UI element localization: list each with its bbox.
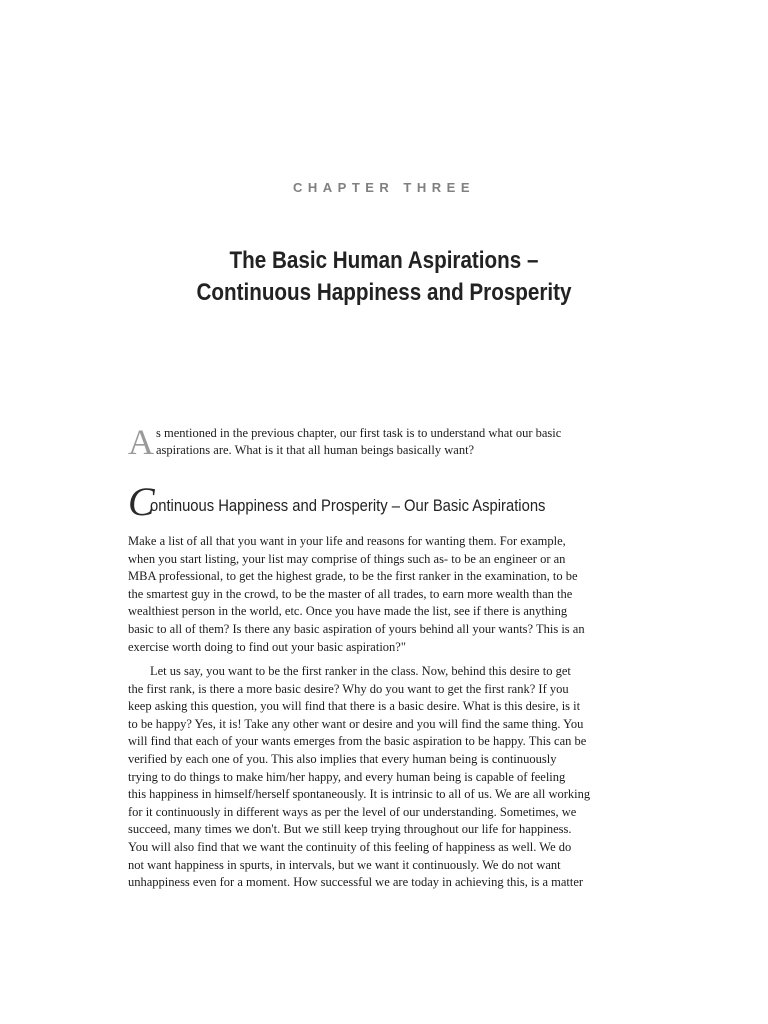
text-line: Let us say, you want to be the first ranker in the class. Now, behind this desire to get xyxy=(150,664,571,678)
chapter-title-line-2: Continuous Happiness and Prosperity xyxy=(196,279,572,306)
text-line: when you start listing, your list may comprise of things such as- to be an engineer or an xyxy=(128,551,566,566)
text-line: wealthiest person in the world, etc. Once you have made the list, see if there is anything xyxy=(128,604,568,619)
intro-line: aspirations are. What is it that all human beings basically want? xyxy=(156,443,475,457)
text-line: succeed, many times we don't. But we still keep trying throughout our life for happiness. xyxy=(128,822,572,837)
chapter-title xyxy=(105,245,662,309)
text-line: will find that each of your wants emerges from the basic aspiration to be happy. This can be xyxy=(128,734,587,749)
text-line: to be happy? Yes, it is! Take any other want or desire and you will find the same thing. You xyxy=(128,716,584,731)
text-line: trying to do things to make him/her happy, and every human being is capable of feeling xyxy=(128,769,566,784)
section-heading xyxy=(128,480,648,528)
text-line: unhappiness even for a moment. How successful we are today in achieving this, is a matter xyxy=(128,875,584,890)
body-paragraph-2 xyxy=(128,663,640,892)
chapter-label: CHAPTER THREE xyxy=(292,180,475,195)
text-line: the smartest guy in the crowd, to be the master of all trades, to earn more wealth than the xyxy=(128,586,573,601)
text-line: You will also find that we want the continuity of this feeling of happiness as well. We do xyxy=(128,839,572,854)
text-line: verified by each one of you. This also implies that every human being is continuously xyxy=(128,751,557,766)
text-line: Make a list of all that you want in your life and reasons for wanting them. For example, xyxy=(128,534,566,548)
text-line: basic to all of them? Is there any basic aspiration of yours behind all your wants? This is an xyxy=(128,621,585,636)
section-heading-text: ontinuous Happiness and Prosperity – Our Basic Aspirations xyxy=(150,496,546,515)
text-line: the first rank, is there a more basic desire? Why do you want to get the first rank? If you xyxy=(128,681,569,696)
body-paragraph-1 xyxy=(128,533,640,656)
text-line: this happiness in himself/herself spontaneously. It is intrinsic to all of us. We are all working xyxy=(128,787,591,802)
section-heading-initial: C xyxy=(128,479,155,524)
text-line: exercise worth doing to find out your basic aspiration?" xyxy=(128,639,406,654)
chapter-title-line-1: The Basic Human Aspirations – xyxy=(229,247,539,274)
intro-line: s mentioned in the previous chapter, our first task is to understand what our basic xyxy=(156,426,562,440)
drop-cap: A xyxy=(128,422,154,462)
text-line: for it continuously in different ways as per the level of our understanding. Sometimes, we xyxy=(128,804,577,819)
text-line: keep asking this question, you will find that there is a basic desire. What is this desire, is it xyxy=(128,699,581,714)
text-line: MBA professional, to get the highest grade, to be the first ranker in the examination, to be xyxy=(128,569,578,584)
text-line: not want happiness in spurts, in intervals, but we want it continuously. We do not want xyxy=(128,857,561,872)
intro-paragraph xyxy=(128,422,640,462)
